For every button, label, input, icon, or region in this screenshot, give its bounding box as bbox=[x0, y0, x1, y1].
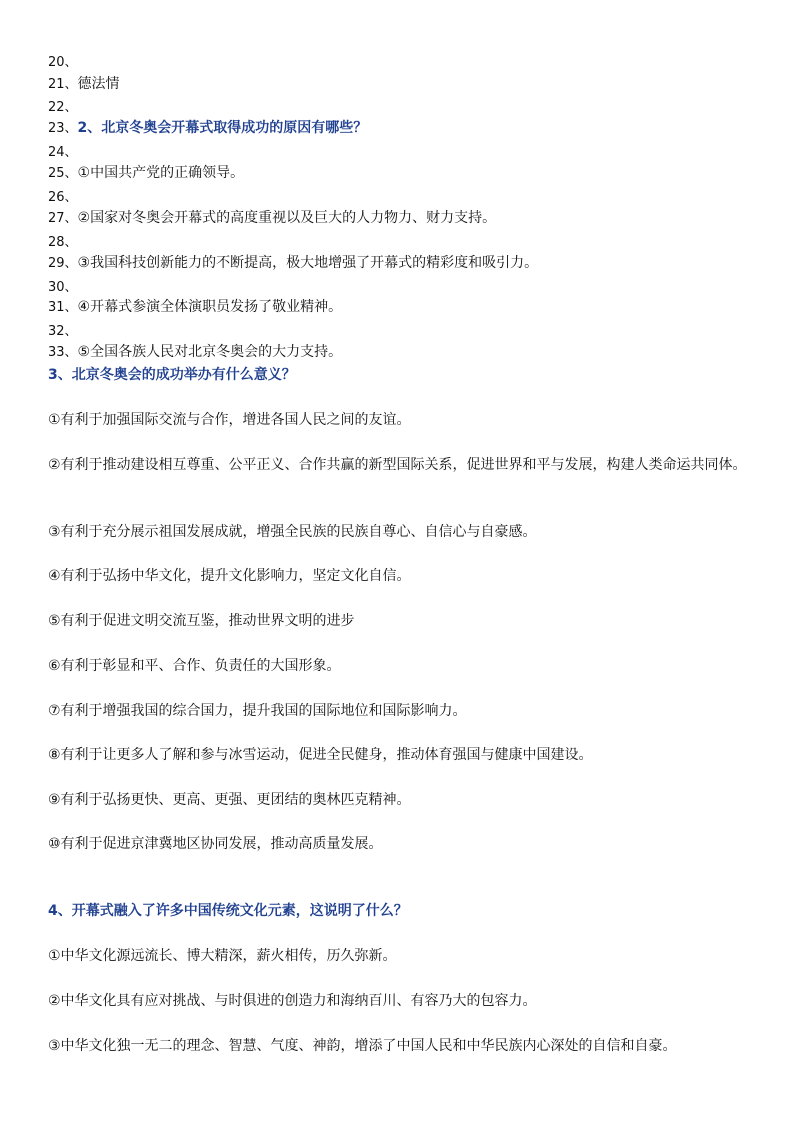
section-3-item: ①有利于加强国际交流与合作，增进各国人民之间的友谊。 bbox=[48, 412, 411, 428]
numbered-line bbox=[48, 74, 120, 95]
line-text: ②国家对冬奥会开幕式的高度重视以及巨大的人力物力、财力支持。 bbox=[77, 210, 497, 226]
line-number: 25、 bbox=[48, 166, 78, 181]
line-number: 23、 bbox=[48, 121, 78, 136]
section-3-item: ⑩有利于促进京津冀地区协同发展，推动高质量发展。 bbox=[48, 836, 383, 852]
numbered-line bbox=[48, 297, 342, 318]
numbered-line bbox=[48, 97, 78, 118]
section-3-item: ⑨有利于弘扬更快、更高、更强、更团结的奥林匹克精神。 bbox=[48, 792, 411, 808]
numbered-line bbox=[48, 208, 496, 229]
numbered-line bbox=[48, 321, 78, 342]
section-3-item: ⑤有利于促进文明交流互鉴，推动世界文明的进步 bbox=[48, 613, 355, 629]
line-number: 20、 bbox=[48, 55, 78, 70]
line-number: 27、 bbox=[48, 211, 78, 226]
section-4-item: ①中华文化源远流长、博大精深，薪火相传，历久弥新。 bbox=[48, 948, 397, 964]
numbered-line bbox=[48, 52, 78, 73]
line-text: 德法情 bbox=[77, 76, 120, 92]
line-number: 30、 bbox=[48, 280, 78, 295]
section-3-item: ⑥有利于彰显和平、合作、负责任的大国形象。 bbox=[48, 658, 341, 674]
numbered-line bbox=[48, 142, 78, 163]
line-number: 26、 bbox=[48, 190, 78, 205]
numbered-line bbox=[48, 187, 78, 208]
numbered-line bbox=[48, 232, 78, 253]
numbered-line bbox=[48, 163, 244, 184]
line-number: 32、 bbox=[48, 324, 78, 339]
line-number: 21、 bbox=[48, 77, 78, 92]
section-4-heading: 4、开幕式融入了许多中国传统文化元素，这说明了什么？ bbox=[48, 903, 408, 919]
line-number: 29、 bbox=[48, 256, 78, 271]
line-number: 24、 bbox=[48, 145, 78, 160]
line-number: 33、 bbox=[48, 345, 78, 360]
section-heading: 2、北京冬奥会开幕式取得成功的原因有哪些？ bbox=[77, 120, 368, 136]
section-4-item: ②中华文化具有应对挑战、与时俱进的创造力和海纳百川、有容乃大的包容力。 bbox=[48, 993, 537, 1009]
line-text: ③我国科技创新能力的不断提高，极大地增强了开幕式的精彩度和吸引力。 bbox=[77, 255, 539, 271]
section-3-item: ④有利于弘扬中华文化，提升文化影响力，坚定文化自信。 bbox=[48, 568, 411, 584]
section-3-heading: 3、北京冬奥会的成功举办有什么意义？ bbox=[48, 367, 296, 383]
numbered-line bbox=[48, 342, 342, 363]
section-3-item: ②有利于推动建设相互尊重、公平正义、合作共赢的新型国际关系，促进世界和平与发展，构建人类命运共同体。 bbox=[48, 457, 747, 473]
section-3-item: ⑦有利于增强我国的综合国力，提升我国的国际地位和国际影响力。 bbox=[48, 703, 467, 719]
numbered-line bbox=[48, 118, 367, 139]
line-text: ⑤全国各族人民对北京冬奥会的大力支持。 bbox=[77, 344, 343, 360]
numbered-line bbox=[48, 277, 78, 298]
section-3-item: ⑧有利于让更多人了解和参与冰雪运动，促进全民健身，推动体育强国与健康中国建设。 bbox=[48, 747, 593, 763]
line-number: 31、 bbox=[48, 300, 78, 315]
line-number: 22、 bbox=[48, 100, 78, 115]
line-text: ①中国共产党的正确领导。 bbox=[77, 165, 245, 181]
numbered-line bbox=[48, 253, 538, 274]
line-number: 28、 bbox=[48, 235, 78, 250]
line-text: ④开幕式参演全体演职员发扬了敬业精神。 bbox=[77, 299, 343, 315]
section-4-item: ③中华文化独一无二的理念、智慧、气度、神韵，增添了中国人民和中华民族内心深处的自信和自豪。 bbox=[48, 1038, 677, 1054]
section-3-item: ③有利于充分展示祖国发展成就，增强全民族的民族自尊心、自信心与自豪感。 bbox=[48, 524, 537, 540]
